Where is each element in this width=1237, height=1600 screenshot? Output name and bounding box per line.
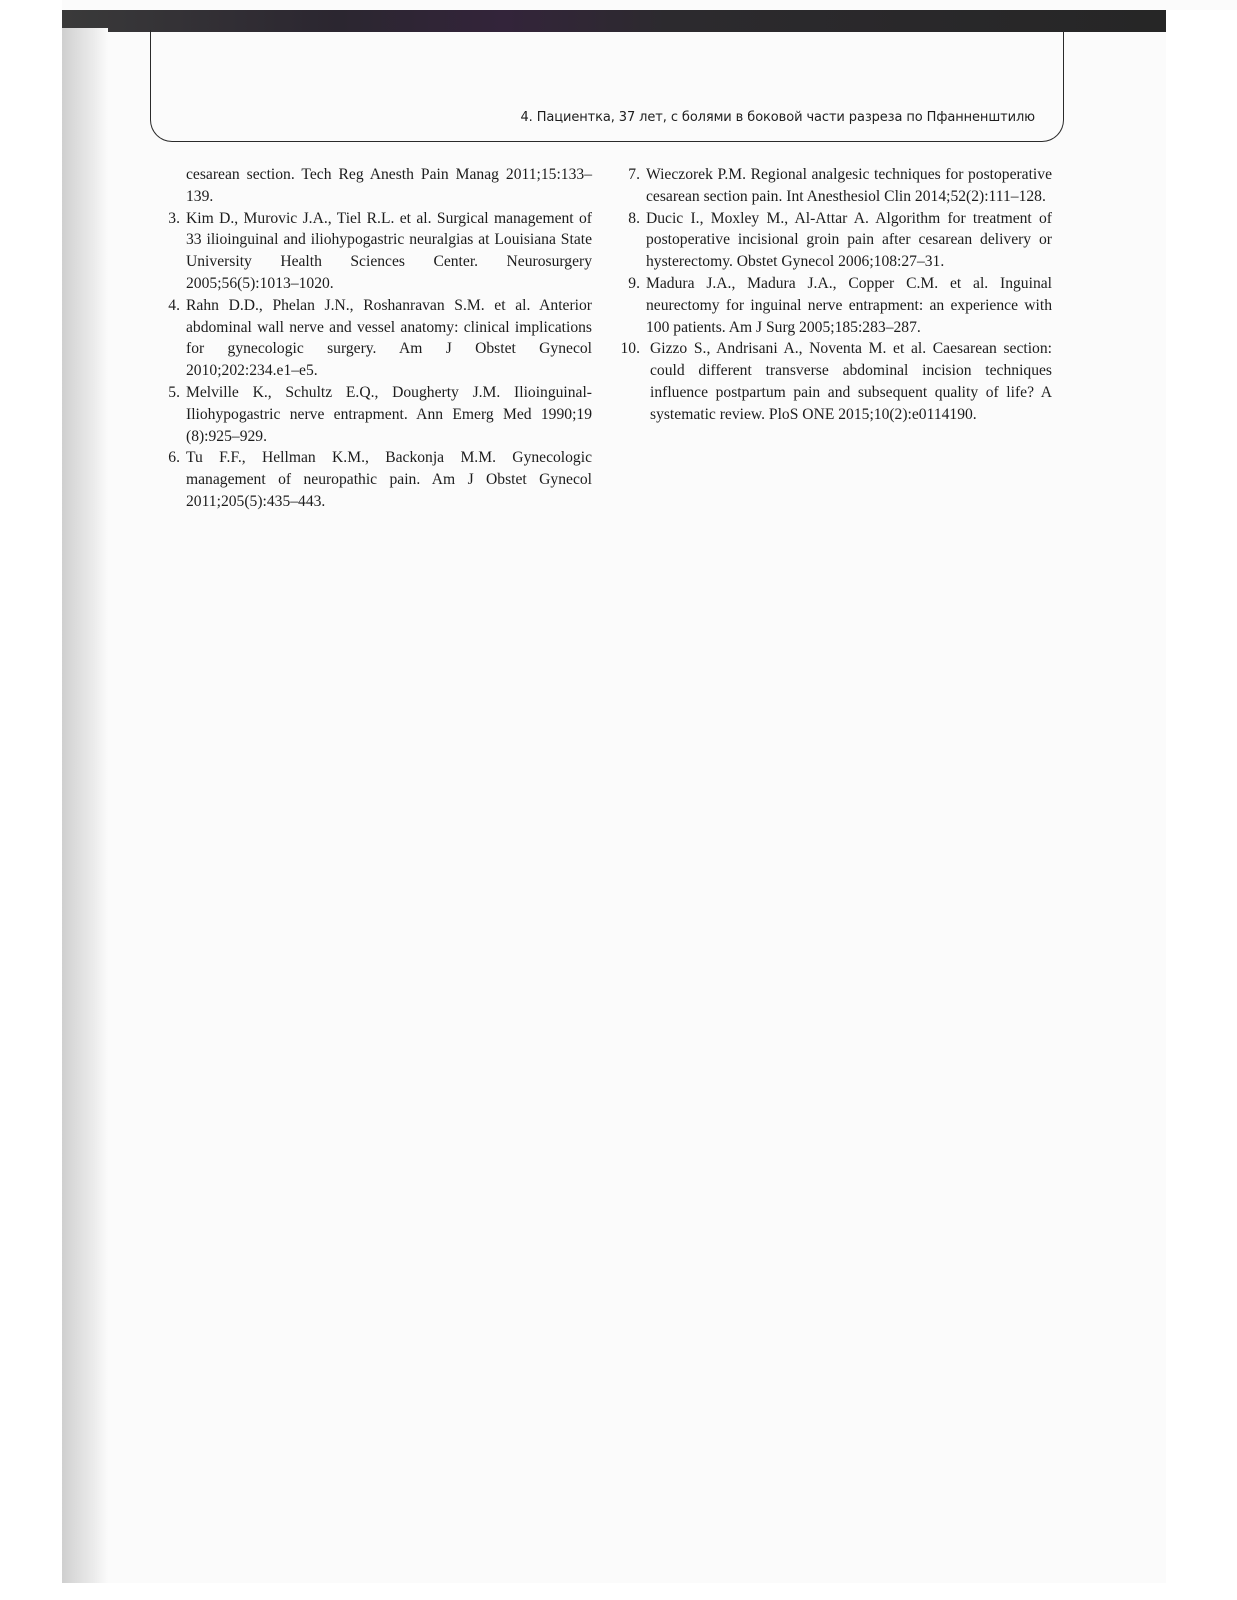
reference-item: [620, 273, 1052, 338]
reference-item: [160, 208, 592, 295]
top-color-band: [62, 10, 1167, 32]
reference-continuation: cesarean section. Tech Reg Anesth Pain Manag 2011;15:133–139.: [186, 166, 592, 205]
reference-number: 6.: [168, 449, 180, 467]
reference-text: Gizzo S., Andrisani A., Noventa M. et al. Caesarean section: could different transverse abdominal incision techniques influence postpartum pain and subsequent quality of life? A systematic review. PloS ONE 2015;10(2):e0114190.: [650, 340, 1052, 423]
running-head: 4. Пациентка, 37 лет, с болями в боковой части разреза по Пфанненштилю: [520, 110, 1035, 125]
reference-item: [160, 382, 592, 447]
reference-text: Tu F.F., Hellman K.M., Backonja M.M. Gynecologic management of neuropathic pain. Am J Obstet Gynecol 2011;205(5):435–443.: [186, 449, 592, 510]
reference-text: Wieczorek P.M. Regional analgesic techniques for postoperative cesarean section pain. Int Anesthesiol Clin 2014;52(2):111–128.: [646, 166, 1052, 205]
scan-margin-bottom: [0, 1583, 1237, 1600]
reference-text: Rahn D.D., Phelan J.N., Roshanravan S.M. et al. Anterior abdominal wall nerve and vessel anatomy: clinical implications for gynecologic surgery. Am J Obstet Gynecol 2010;202:234.e1–e5.: [186, 296, 592, 380]
scan-margin-right: [1166, 10, 1237, 1600]
binding-shadow: [62, 28, 108, 1600]
reference-number: 7.: [628, 166, 640, 183]
reference-text: Ducic I., Moxley M., Al-Attar A. Algorithm for treatment of postoperative incisional groin pain after cesarean delivery or hysterectomy. Obstet Gynecol 2006;108:27–31.: [646, 209, 1052, 271]
references-left-column: [160, 164, 592, 513]
reference-item: [620, 338, 1052, 425]
reference-item: [620, 208, 1052, 273]
reference-text: Madura J.A., Madura J.A., Copper C.M. et al. Inguinal neurectomy for inguinal nerve entrapment: an experience with 100 patients. Am J Surg 2005;185:283–287.: [646, 274, 1052, 336]
reference-number: 10.: [620, 340, 640, 358]
reference-text: Melville K., Schultz E.Q., Dougherty J.M. Ilioinguinal-Iliohypogastric nerve entrapment. Ann Emerg Med 1990;19 (8):925–929.: [186, 383, 592, 445]
reference-text: Kim D., Murovic J.A., Tiel R.L. et al. Surgical management of 33 ilioinguinal and iliohypogastric neuralgias at Louisiana State University Health Sciences Center. Neurosurgery 2005;56(5):1013–1020.: [186, 209, 592, 292]
reference-number: 4.: [168, 296, 180, 314]
reference-number: 5.: [168, 383, 180, 401]
reference-item: [160, 295, 592, 382]
references-right-column: [620, 164, 1052, 426]
reference-item: [620, 164, 1052, 208]
header-frame: [150, 30, 1064, 142]
reference-number: 8.: [628, 209, 640, 227]
reference-number: 3.: [168, 209, 180, 227]
scan-margin-left: [0, 0, 62, 1600]
reference-item: [160, 447, 592, 512]
reference-number: 9.: [628, 274, 640, 292]
